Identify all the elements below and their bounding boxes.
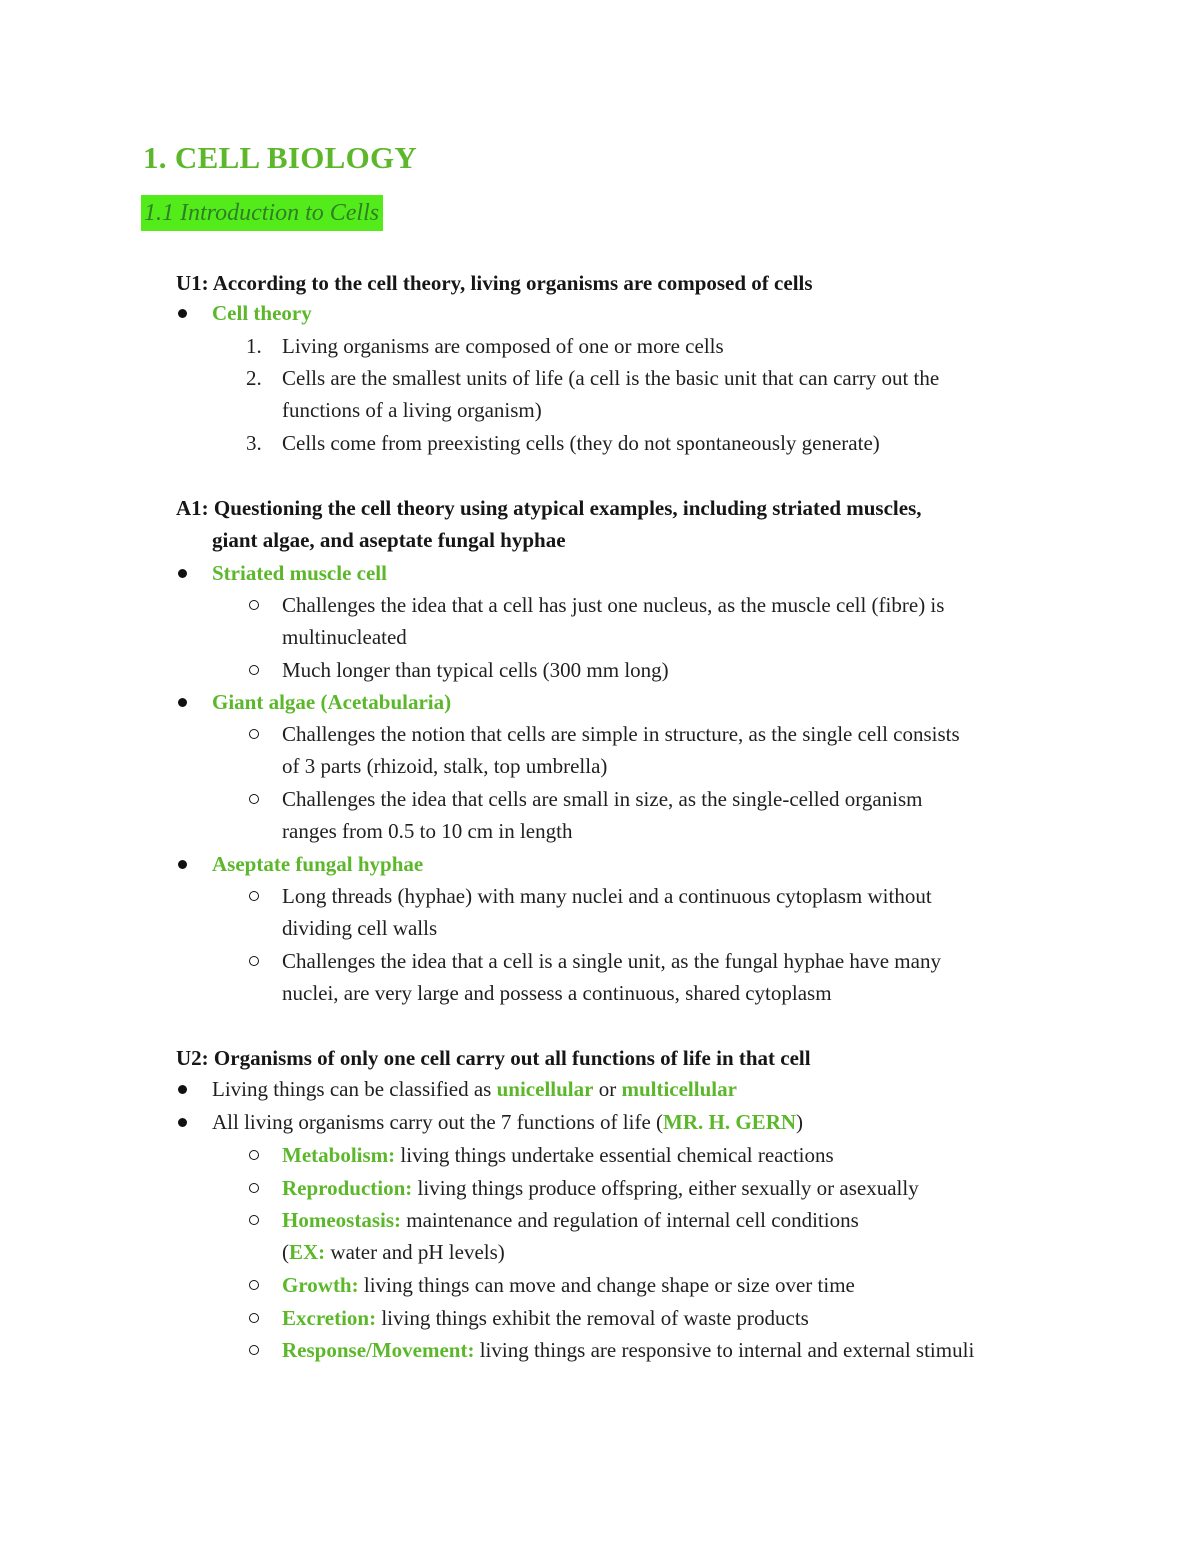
- sub-item-text: Challenges the idea that a cell has just one nucleus, as the muscle cell (fibre) is: [282, 593, 945, 617]
- u2-bullet-functions: [212, 1108, 803, 1136]
- function-label: Response/Movement:: [282, 1338, 475, 1362]
- list-number: 2.: [246, 366, 262, 390]
- sub-bullet-circle: [249, 1183, 259, 1193]
- term-unicellular: unicellular: [496, 1077, 594, 1101]
- sub-item-text: Much longer than typical cells (300 mm long): [282, 658, 669, 682]
- sub-bullet-circle: [249, 794, 259, 804]
- section-title: 1.1 Introduction to Cells: [141, 195, 383, 231]
- text-span: All living organisms carry out the 7 functions of life (: [212, 1110, 664, 1134]
- function-text: living things exhibit the removal of waste products: [376, 1306, 809, 1330]
- sub-item-text: Challenges the idea that a cell is a single unit, as the fungal hyphae have many: [282, 949, 941, 973]
- example-label: EX:: [289, 1240, 326, 1264]
- sub-bullet-circle: [249, 1313, 259, 1323]
- text-span: or: [593, 1077, 622, 1101]
- u1-heading: U1: According to the cell theory, living organisms are composed of cells: [176, 271, 813, 295]
- bullet-dot: [178, 1118, 187, 1127]
- function-label: Metabolism:: [282, 1143, 396, 1167]
- sub-bullet-circle: [249, 956, 259, 966]
- list-item-text: Cells are the smallest units of life (a cell is the basic unit that can carry out the: [282, 366, 940, 390]
- u2-heading: U2: Organisms of only one cell carry out all functions of life in that cell: [176, 1046, 811, 1070]
- sub-bullet-circle: [249, 729, 259, 739]
- sub-bullet-circle: [249, 600, 259, 610]
- function-item: [282, 1206, 859, 1234]
- bullet-dot: [178, 1085, 187, 1094]
- function-item: [282, 1141, 834, 1169]
- term-multicellular: multicellular: [621, 1077, 737, 1101]
- sub-item-text: ranges from 0.5 to 10 cm in length: [282, 819, 573, 843]
- function-label: Excretion:: [282, 1306, 377, 1330]
- u1-bullet-cell-theory: Cell theory: [212, 301, 312, 325]
- sub-item-text: dividing cell walls: [282, 916, 438, 940]
- text-span: ): [796, 1110, 804, 1134]
- a1-bullet-label: Giant algae (Acetabularia): [212, 690, 452, 714]
- bullet-dot: [178, 698, 187, 707]
- sub-item-text: Long threads (hyphae) with many nuclei and a continuous cytoplasm without: [282, 884, 932, 908]
- function-text: maintenance and regulation of internal cell conditions: [401, 1208, 859, 1232]
- list-number: 3.: [246, 431, 262, 455]
- bullet-dot: [178, 860, 187, 869]
- sub-item-text: Challenges the idea that cells are small in size, as the single-celled organism: [282, 787, 923, 811]
- function-text: living things produce offspring, either sexually or asexually: [412, 1176, 919, 1200]
- sub-bullet-circle: [249, 891, 259, 901]
- function-text: living things can move and change shape or size over time: [358, 1273, 855, 1297]
- list-item-text: Cells come from preexisting cells (they do not spontaneously generate): [282, 431, 880, 455]
- function-item: [282, 1336, 974, 1364]
- mnemonic: MR. H. GERN: [663, 1110, 797, 1134]
- function-text: living things are responsive to internal and external stimuli: [474, 1338, 975, 1362]
- function-item: [282, 1174, 919, 1202]
- a1-heading: A1: Questioning the cell theory using atypical examples, including striated muscles,: [176, 496, 922, 520]
- function-example: [282, 1238, 505, 1266]
- text-span: water and pH levels): [325, 1240, 505, 1264]
- sub-bullet-circle: [249, 1150, 259, 1160]
- u2-bullet-classification: [212, 1075, 737, 1103]
- bullet-dot: [178, 569, 187, 578]
- sub-bullet-circle: [249, 665, 259, 675]
- list-number: 1.: [246, 334, 262, 358]
- function-item: [282, 1304, 809, 1332]
- sub-item-text: multinucleated: [282, 625, 407, 649]
- function-label: Growth:: [282, 1273, 359, 1297]
- sub-bullet-circle: [249, 1280, 259, 1290]
- sub-item-text: nuclei, are very large and possess a continuous, shared cytoplasm: [282, 981, 832, 1005]
- sub-item-text: of 3 parts (rhizoid, stalk, top umbrella): [282, 754, 608, 778]
- function-text: living things undertake essential chemical reactions: [395, 1143, 834, 1167]
- chapter-title: 1. CELL BIOLOGY: [143, 140, 418, 175]
- text-span: Living things can be classified as: [212, 1077, 497, 1101]
- sub-bullet-circle: [249, 1345, 259, 1355]
- sub-bullet-circle: [249, 1215, 259, 1225]
- bullet-dot: [178, 309, 187, 318]
- a1-bullet-label: Striated muscle cell: [212, 561, 387, 585]
- list-item-text: functions of a living organism): [282, 398, 542, 422]
- function-label: Homeostasis:: [282, 1208, 401, 1232]
- list-item-text: Living organisms are composed of one or more cells: [282, 334, 724, 358]
- a1-heading: giant algae, and aseptate fungal hyphae: [212, 528, 566, 552]
- function-item: [282, 1271, 855, 1299]
- a1-bullet-label: Aseptate fungal hyphae: [212, 852, 424, 876]
- text-span: (: [282, 1240, 289, 1264]
- sub-item-text: Challenges the notion that cells are simple in structure, as the single cell consists: [282, 722, 960, 746]
- function-label: Reproduction:: [282, 1176, 413, 1200]
